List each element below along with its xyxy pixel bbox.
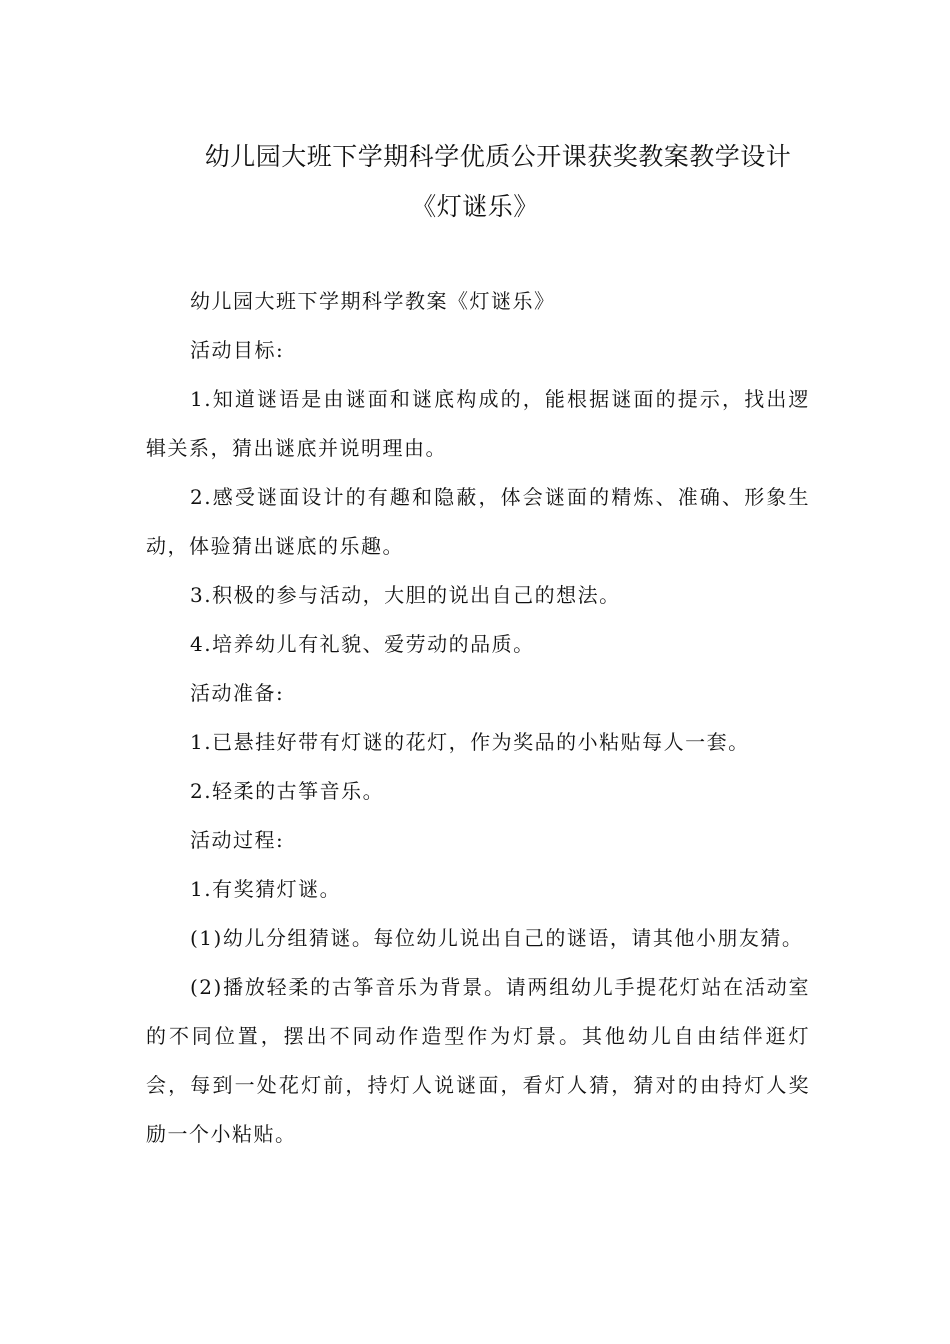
document-title-line1: 幼儿园大班下学期科学优质公开课获奖教案教学设计 bbox=[204, 142, 792, 171]
document-body bbox=[146, 277, 810, 1159]
paragraph-goal-2: 2.感受谜面设计的有趣和隐蔽，体会谜面的精炼、准确、形象生动，体验猜出谜底的乐趣。 bbox=[146, 485, 810, 558]
heading-activity-process: 活动过程: bbox=[190, 828, 285, 852]
paragraph-preparation-2: 2.轻柔的古筝音乐。 bbox=[190, 779, 385, 803]
paragraph-goal-1: 1.知道谜语是由谜面和谜底构成的，能根据谜面的提示，找出逻辑关系，猜出谜底并说明理由。 bbox=[146, 387, 810, 460]
paragraph-process-1: 1.有奖猜灯谜。 bbox=[190, 877, 342, 901]
paragraph-goal-3: 3.积极的参与活动，大胆的说出自己的想法。 bbox=[190, 583, 621, 607]
paragraph-preparation-1: 1.已悬挂好带有灯谜的花灯，作为奖品的小粘贴每人一套。 bbox=[190, 730, 750, 754]
document-title-line2: 《灯谜乐》 bbox=[411, 192, 539, 221]
heading-activity-goals: 活动目标: bbox=[190, 338, 285, 362]
paragraph-goal-4: 4.培养幼儿有礼貌、爱劳动的品质。 bbox=[190, 632, 535, 656]
paragraph-process-1-2: (2)播放轻柔的古筝音乐为背景。请两组幼儿手提花灯站在活动室的不同位置，摆出不同动作造型作为灯景。其他幼儿自由结伴逛灯会，每到一处花灯前，持灯人说谜面，看灯人猜，猜对的由持灯人奖励一个小粘贴。 bbox=[146, 975, 810, 1146]
heading-activity-preparation: 活动准备: bbox=[190, 681, 285, 705]
paragraph-process-1-1: (1)幼儿分组猜谜。每位幼儿说出自己的谜语，请其他小朋友猜。 bbox=[190, 926, 804, 950]
paragraph-lesson-name: 幼儿园大班下学期科学教案《灯谜乐》 bbox=[190, 289, 556, 313]
